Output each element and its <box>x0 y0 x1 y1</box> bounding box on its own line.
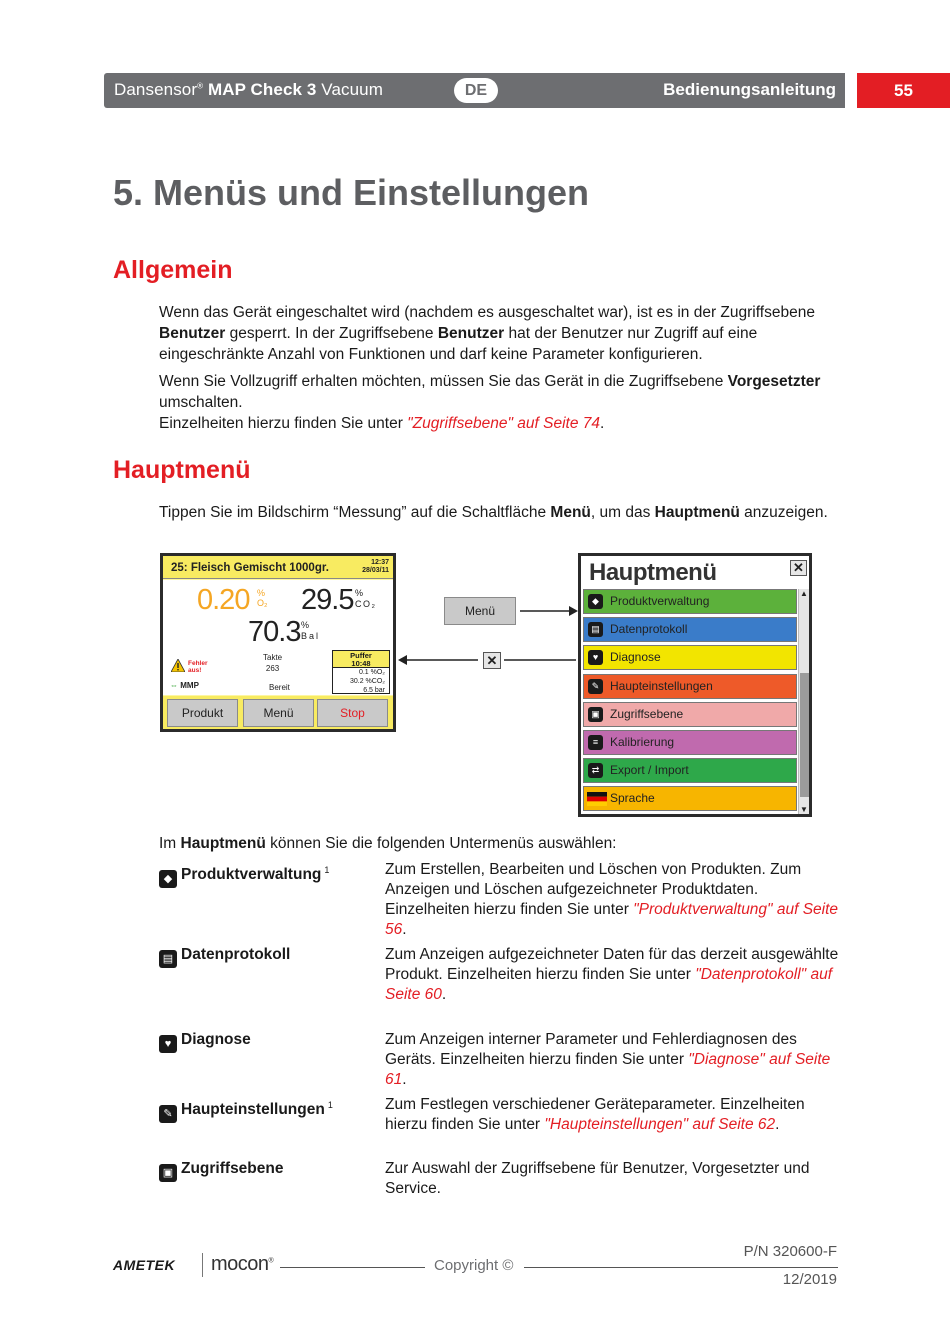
link-datenprotokoll[interactable]: "Datenprotokoll" auf Seite 60 <box>385 966 833 1003</box>
footer-separator <box>202 1253 203 1277</box>
link-produktverwaltung[interactable]: "Produktverwaltung" auf Seite 56 <box>385 901 839 938</box>
balance-value: 70.3 <box>248 616 301 648</box>
co2-unit: % CO₂ <box>355 588 377 609</box>
error-status: Fehler aus! <box>188 660 208 674</box>
measurement-topbar <box>163 556 393 579</box>
device-status: Bereit <box>269 683 290 692</box>
submenu-term: ◆ Produktverwaltung $^1$ <box>159 860 384 888</box>
stethoscope-icon: ♥ <box>159 1035 177 1053</box>
copyright: Copyright © <box>434 1257 514 1274</box>
submenu-description: Zum Anzeigen interner Parameter und Fehlerdiagnosen des Geräts. Einzelheiten hierzu finden Sie unter "Diagnose" auf Seite 61. <box>385 1031 831 1088</box>
menu-item-datenprotokoll[interactable]: ▤ Datenprotokoll <box>583 617 797 642</box>
o2-value: 0.20 <box>197 584 250 616</box>
close-icon: ✕ <box>483 652 501 669</box>
section-heading-allgemein: Allgemein <box>113 256 233 284</box>
link-haupteinstellungen[interactable]: "Haupteinstellungen" auf Seite 62 <box>544 1116 776 1133</box>
document-type: Bedienungsanleitung <box>663 80 836 99</box>
measurement-screen <box>160 553 396 732</box>
close-icon[interactable]: ✕ <box>790 560 807 576</box>
submenu-description: Zum Festlegen verschiedener Geräteparameter. Einzelheiten hierzu finden Sie unter "Haupteinstellungen" auf Seite 62. <box>385 1096 805 1133</box>
part-number: P/N 320600-F <box>743 1243 837 1260</box>
menu-item-diagnose[interactable]: ♥ Diagnose <box>583 645 797 670</box>
calibration-icon: ≡ <box>588 735 603 750</box>
buffer-box: Puffer 10:48 0.1 %O₂ 30.2 %CO₂ 6.5 bar <box>332 650 390 694</box>
scroll-down-icon[interactable]: ▼ <box>800 805 808 814</box>
main-menu-title: Hauptmenü <box>589 559 717 586</box>
chapter-title: 5. Menüs und Einstellungen <box>113 172 590 213</box>
clock: 12:37 28/03/11 <box>362 559 389 574</box>
submenu-description: Zum Erstellen, Bearbeiten und Löschen von Produkten. Zum Anzeigen und Löschen aufgezeichneter Produktdaten. Einzelheiten hierzu finden Sie unter "Produktverwaltung" auf Seite 56. <box>385 861 839 938</box>
product-name: Dansensor® MAP Check 3 Vacuum <box>114 80 383 99</box>
scroll-up-icon[interactable]: ▲ <box>800 589 808 598</box>
mmp-indicator: ⇔ MMP <box>170 681 199 690</box>
ametek-logo: AMETEK <box>113 1257 176 1273</box>
lock-icon: ▣ <box>588 707 603 722</box>
wrench-icon: ✎ <box>588 679 603 694</box>
menu-button[interactable]: Menü <box>243 699 314 727</box>
footer-rule-left <box>280 1267 425 1268</box>
main-menu-list <box>583 589 797 815</box>
lock-icon: ▣ <box>159 1164 177 1182</box>
menu-item-haupteinstellungen[interactable]: ✎ Haupteinstellungen <box>583 674 797 699</box>
menu-item-export-import[interactable]: ⇄ Export / Import <box>583 758 797 783</box>
data-log-icon: ▤ <box>588 622 603 637</box>
cycle-count: Takte 263 <box>263 653 283 673</box>
submenu-term: ▤ Datenprotokoll <box>159 945 384 968</box>
menu-item-produktverwaltung[interactable]: ◆ Produktverwaltung <box>583 589 797 614</box>
revision-date: 12/2019 <box>782 1271 837 1288</box>
footer-rule-right <box>524 1267 838 1268</box>
data-log-icon: ▤ <box>159 950 177 968</box>
menu-button-illustration: Menü <box>444 597 516 625</box>
co2-value: 29.5 <box>301 584 354 616</box>
tag-icon: ◆ <box>588 594 603 609</box>
menu-item-zugriffsebene[interactable]: ▣ Zugriffsebene <box>583 702 797 727</box>
paragraph-full-access: Wenn Sie Vollzugriff erhalten möchten, müssen Sie das Gerät in die Zugriffsebene Vorgesetzter umschalten. Einzelheiten hierzu finden Sie unter "Zugriffsebene" auf Seite 74. <box>159 373 821 432</box>
link-diagnose[interactable]: "Diagnose" auf Seite 61 <box>385 1051 831 1088</box>
submenu-description: Zur Auswahl der Zugriffsebene für Benutzer, Vorgesetzter und Service. <box>385 1160 810 1197</box>
scroll-thumb[interactable] <box>800 673 809 797</box>
wrench-icon: ✎ <box>159 1105 177 1123</box>
page-number: 55 <box>857 73 950 108</box>
submenu-term: ♥ Diagnose <box>159 1030 384 1053</box>
link-zugriffsebene[interactable]: "Zugriffsebene" auf Seite 74 <box>407 415 600 432</box>
main-menu-screen <box>578 553 812 817</box>
submenu-term: ✎ Haupteinstellungen $^1$ <box>159 1095 384 1123</box>
paragraph-access-level: Wenn das Gerät eingeschaltet wird (nachdem es ausgeschaltet war), ist es in der Zugriffsebene Benutzer gesperrt. In der Zugriffsebene Benutzer hat der Benutzer nur Zugriff auf eine eingeschränkte Anzahl von Funktionen und darf keine Parameter konfigurieren. <box>159 304 815 363</box>
balance-unit: % Bal <box>301 620 321 641</box>
measurement-values <box>163 580 393 695</box>
warning-icon <box>171 659 185 672</box>
submenu-description: Zum Anzeigen aufgezeichneter Daten für das derzeit ausgewählte Produkt. Einzelheiten hierzu finden Sie unter "Datenprotokoll" auf Seite 60. <box>385 946 839 1003</box>
paragraph-open-menu: Tippen Sie im Bildschirm “Messung” auf die Schaltfläche Menü, um das Hauptmenü anzuzeigen. <box>159 504 828 521</box>
section-heading-hauptmenue: Hauptmenü <box>113 456 251 484</box>
product-button[interactable]: Produkt <box>167 699 238 727</box>
current-product: 25: Fleisch Gemischt 1000gr. <box>171 562 329 574</box>
submenu-intro: Im Hauptmenü können Sie die folgenden Untermenüs auswählen: <box>159 835 617 852</box>
german-flag-icon <box>587 792 607 806</box>
language-badge: DE <box>454 78 498 103</box>
menu-item-kalibrierung[interactable]: ≡ Kalibrierung <box>583 730 797 755</box>
o2-unit: % O₂ <box>257 588 268 608</box>
header-bar <box>104 73 845 108</box>
stop-button[interactable]: Stop <box>317 699 388 727</box>
transfer-arrows-icon: ⇔ <box>170 681 178 690</box>
mocon-logo: mocon® <box>211 1253 274 1275</box>
menu-item-sprache[interactable]: Sprache <box>583 786 797 811</box>
tag-icon: ◆ <box>159 870 177 888</box>
menu-scrollbar[interactable] <box>798 589 809 814</box>
submenu-term: ▣ Zugriffsebene <box>159 1159 384 1182</box>
export-import-icon: ⇄ <box>588 763 603 778</box>
stethoscope-icon: ♥ <box>588 650 603 665</box>
measurement-button-bar <box>163 696 393 729</box>
